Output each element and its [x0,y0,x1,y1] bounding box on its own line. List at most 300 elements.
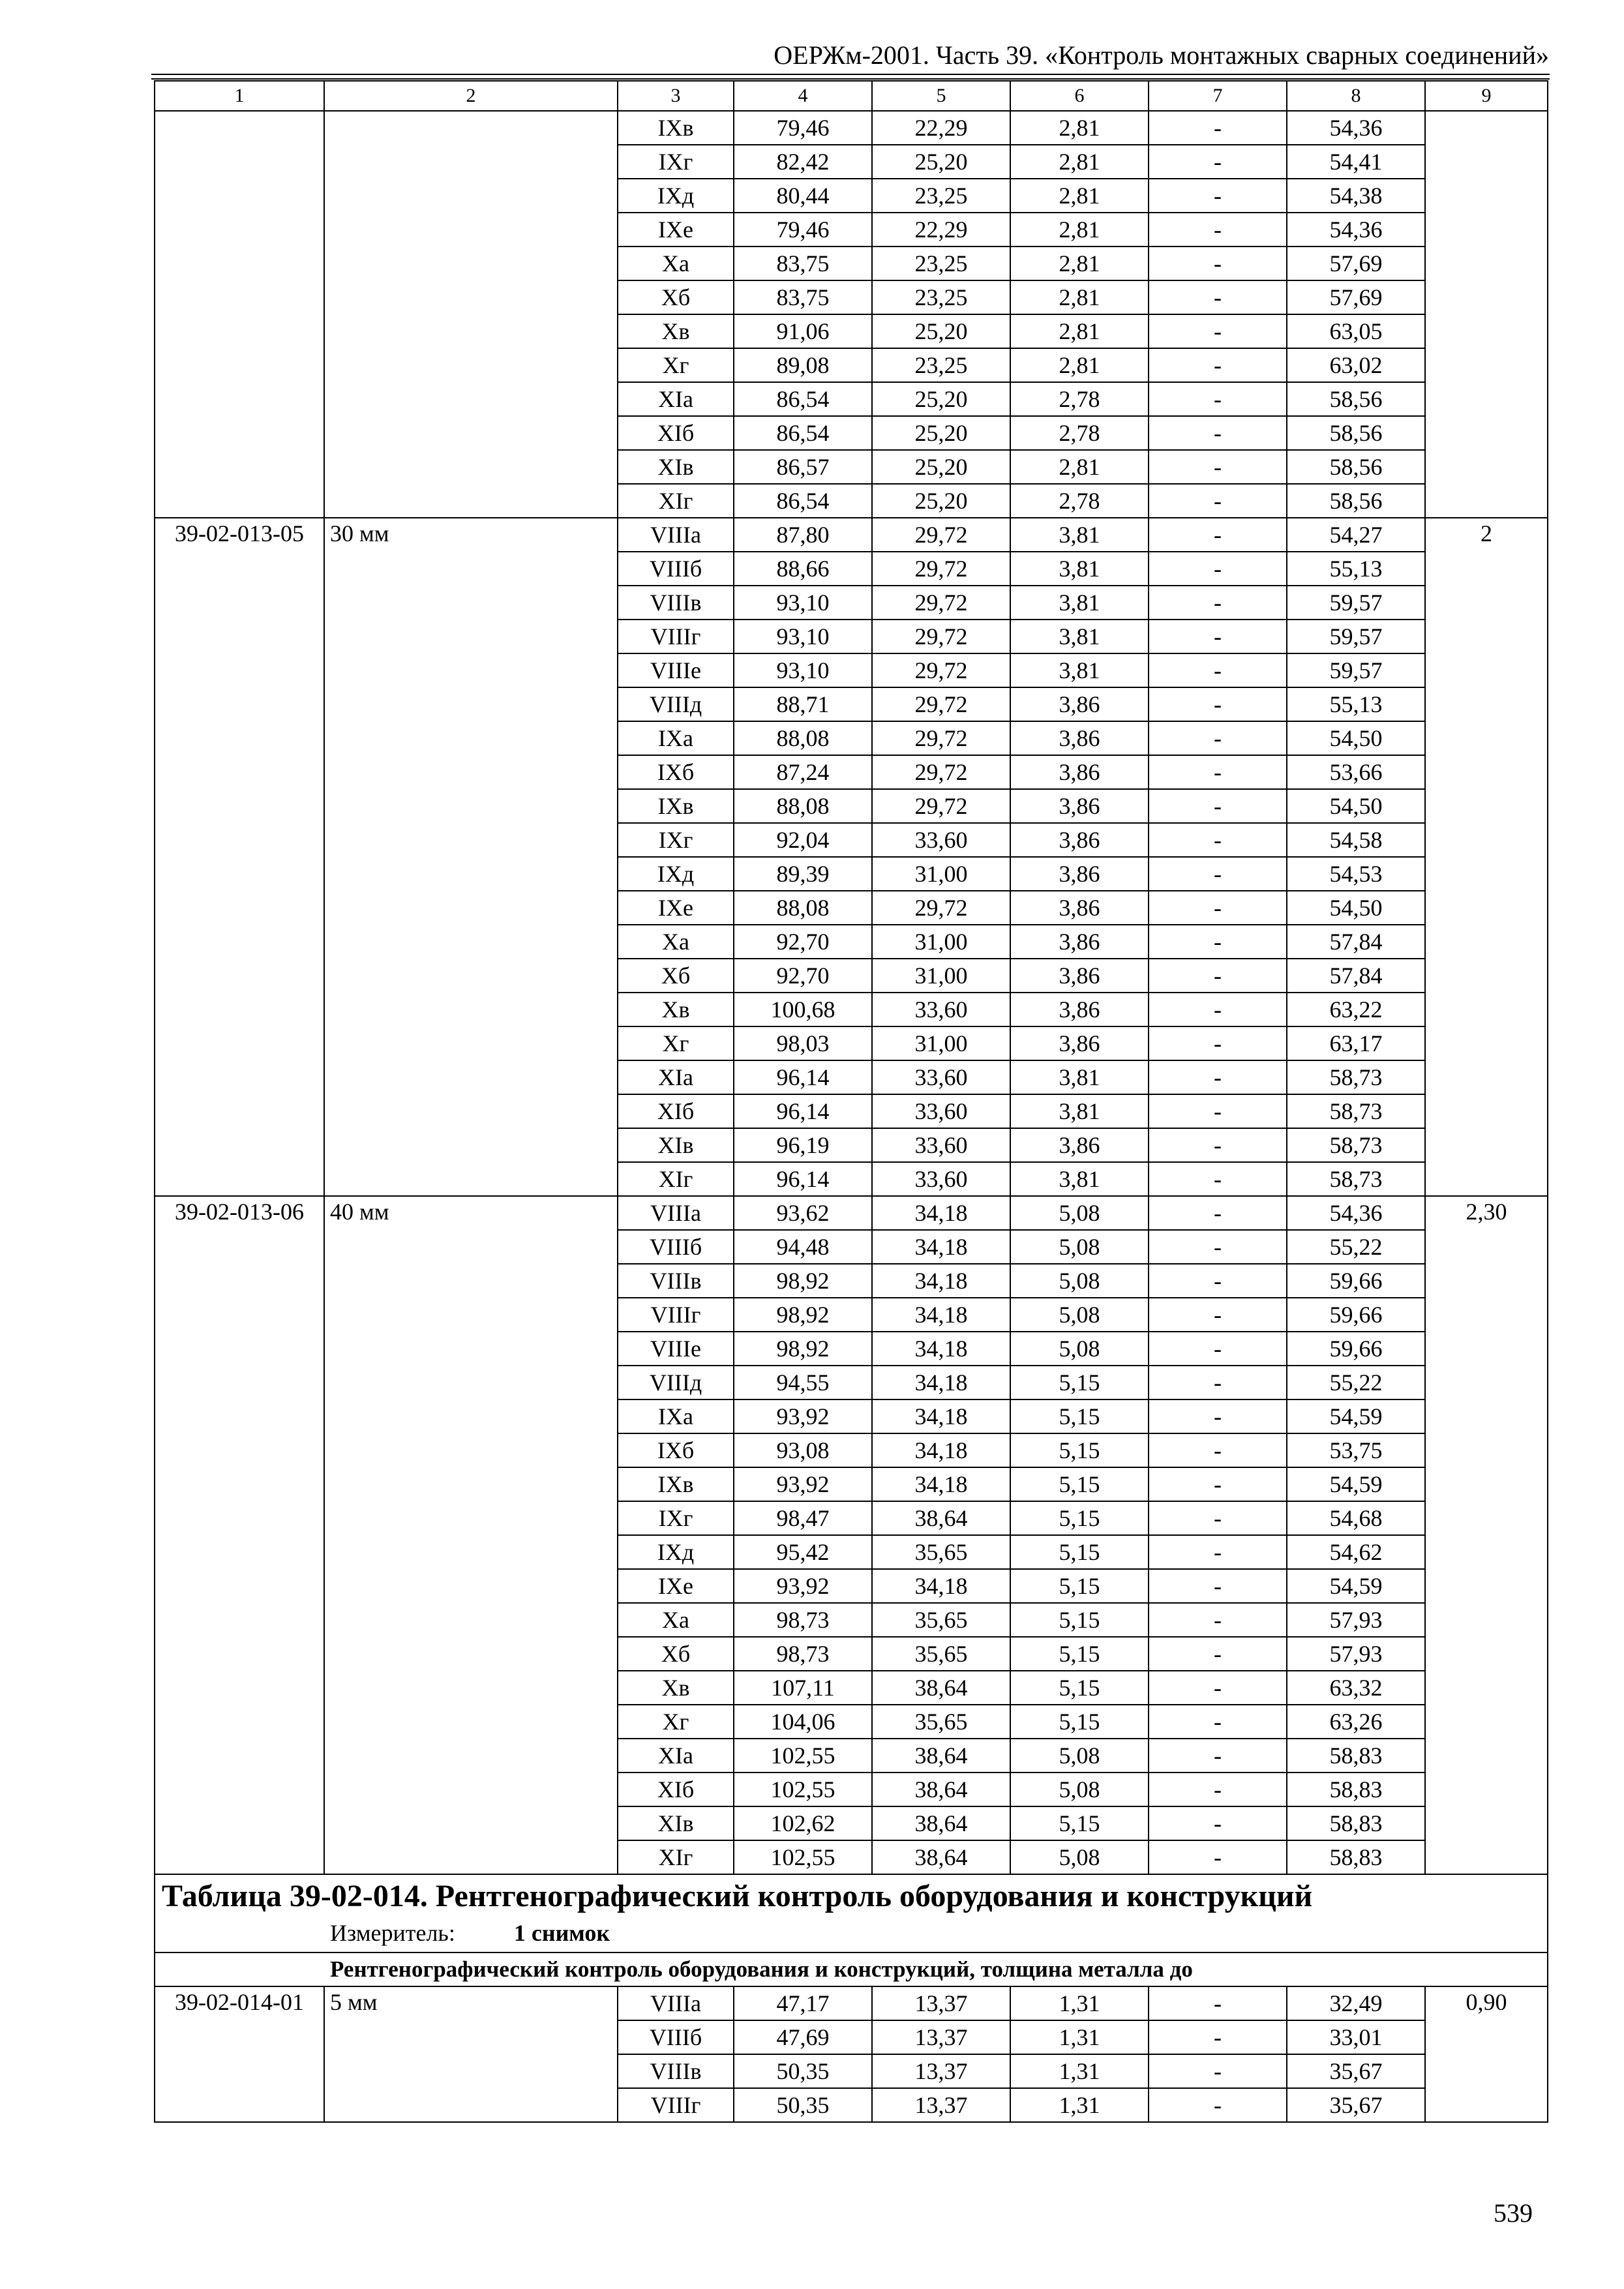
materials-cost: 63,05 [1287,314,1425,348]
driver-wages: - [1149,1637,1287,1671]
materials-cost: 59,66 [1287,1298,1425,1332]
total-cost: 98,47 [734,1501,872,1535]
wages: 34,18 [872,1467,1010,1501]
resource-code: IXб [618,755,734,789]
resource-code: VIIIг [618,2088,734,2122]
driver-wages: - [1149,755,1287,789]
machine-cost: 3,86 [1010,891,1149,925]
total-cost: 93,10 [734,653,872,687]
machine-cost: 3,86 [1010,789,1149,823]
materials-cost: 59,57 [1287,653,1425,687]
column-number: 8 [1287,81,1425,111]
materials-cost: 54,36 [1287,111,1425,145]
wages: 13,37 [872,2020,1010,2054]
resource-code: XIб [618,1773,734,1806]
machine-cost: 2,81 [1010,280,1149,314]
total-cost: 88,71 [734,687,872,721]
materials-cost: 54,59 [1287,1467,1425,1501]
machine-cost: 2,81 [1010,179,1149,213]
column-number: 4 [734,81,872,111]
resource-code: VIIIа [618,1196,734,1230]
wages: 29,72 [872,552,1010,586]
resource-code: IXв [618,1467,734,1501]
total-cost: 86,54 [734,382,872,416]
resource-code: XIв [618,1128,734,1162]
table-title: Таблица 39-02-014. Рентгенографический контроль оборудования и конструкций [162,1879,1313,1913]
driver-wages: - [1149,1128,1287,1162]
driver-wages: - [1149,1060,1287,1094]
column-number-row [155,81,1548,111]
total-cost: 47,17 [734,1986,872,2020]
wages: 29,72 [872,721,1010,755]
wages: 38,64 [872,1671,1010,1705]
resource-code: Xг [618,1705,734,1739]
resource-code: Xв [618,993,734,1026]
machine-cost: 5,15 [1010,1399,1149,1433]
driver-wages: - [1149,552,1287,586]
machine-cost: 1,31 [1010,2088,1149,2122]
total-cost: 93,10 [734,620,872,653]
driver-wages: - [1149,179,1287,213]
driver-wages: - [1149,1840,1287,1874]
materials-cost: 54,50 [1287,891,1425,925]
wages: 13,37 [872,2054,1010,2088]
machine-cost: 5,08 [1010,1739,1149,1773]
total-cost: 96,19 [734,1128,872,1162]
total-cost: 47,69 [734,2020,872,2054]
resource-code: IXе [618,1569,734,1603]
wages: 31,00 [872,857,1010,891]
resource-code: IXд [618,179,734,213]
wages: 29,72 [872,586,1010,620]
total-cost: 93,08 [734,1433,872,1467]
total-cost: 98,73 [734,1603,872,1637]
wages: 34,18 [872,1569,1010,1603]
machine-cost: 2,81 [1010,348,1149,382]
driver-wages: - [1149,1026,1287,1060]
materials-cost: 63,17 [1287,1026,1425,1060]
total-cost: 93,62 [734,1196,872,1230]
total-cost: 50,35 [734,2054,872,2088]
materials-cost: 59,57 [1287,620,1425,653]
wages: 25,20 [872,145,1010,179]
machine-cost: 5,15 [1010,1705,1149,1739]
total-cost: 87,80 [734,518,872,552]
total-cost: 86,54 [734,484,872,518]
materials-cost: 59,66 [1287,1332,1425,1366]
materials-cost: 55,22 [1287,1230,1425,1264]
machine-cost: 3,86 [1010,687,1149,721]
resource-code: Xа [618,1603,734,1637]
machine-cost: 5,08 [1010,1773,1149,1806]
driver-wages: - [1149,721,1287,755]
resource-code: VIIIб [618,2020,734,2054]
total-cost: 50,35 [734,2088,872,2122]
wages: 38,64 [872,1739,1010,1773]
driver-wages: - [1149,484,1287,518]
wages: 29,72 [872,653,1010,687]
materials-cost: 59,57 [1287,586,1425,620]
wages: 35,65 [872,1603,1010,1637]
machine-cost: 2,81 [1010,145,1149,179]
materials-cost: 58,56 [1287,450,1425,484]
materials-cost: 35,67 [1287,2054,1425,2088]
total-cost: 88,08 [734,891,872,925]
total-cost: 86,57 [734,450,872,484]
rates-table-body [155,81,1548,2122]
total-cost: 102,55 [734,1840,872,1874]
column-number: 1 [155,81,324,111]
resource-code: XIв [618,450,734,484]
total-cost: 93,92 [734,1467,872,1501]
machine-cost: 3,81 [1010,1162,1149,1196]
materials-cost: 58,83 [1287,1806,1425,1840]
measure-line [162,1918,1541,1948]
driver-wages: - [1149,1535,1287,1569]
machine-cost: 5,15 [1010,1569,1149,1603]
total-cost: 96,14 [734,1162,872,1196]
total-cost: 98,92 [734,1298,872,1332]
driver-wages: - [1149,111,1287,145]
machine-cost: 2,81 [1010,450,1149,484]
wages: 25,20 [872,484,1010,518]
total-cost: 83,75 [734,280,872,314]
total-cost: 95,42 [734,1535,872,1569]
machine-cost: 2,81 [1010,213,1149,247]
materials-cost: 55,22 [1287,1366,1425,1399]
driver-wages: - [1149,925,1287,959]
column-number: 2 [324,81,618,111]
wages: 22,29 [872,111,1010,145]
materials-cost: 54,50 [1287,789,1425,823]
wages: 29,72 [872,789,1010,823]
total-cost: 94,48 [734,1230,872,1264]
resource-code: VIIIв [618,586,734,620]
wages: 31,00 [872,959,1010,993]
resource-code: VIIIб [618,552,734,586]
total-cost: 89,08 [734,348,872,382]
resource-code: XIб [618,416,734,450]
machine-cost: 5,08 [1010,1332,1149,1366]
total-cost: 98,92 [734,1332,872,1366]
wages: 35,65 [872,1705,1010,1739]
wages: 34,18 [872,1196,1010,1230]
machine-cost: 5,15 [1010,1535,1149,1569]
total-cost: 83,75 [734,247,872,280]
total-cost: 96,14 [734,1060,872,1094]
wages: 31,00 [872,925,1010,959]
machine-cost: 2,81 [1010,247,1149,280]
machine-cost: 3,81 [1010,1060,1149,1094]
wages: 33,60 [872,993,1010,1026]
measure-label: Измеритель: [330,1920,455,1946]
resource-code: XIв [618,1806,734,1840]
machine-cost: 5,08 [1010,1196,1149,1230]
driver-wages: - [1149,891,1287,925]
driver-wages: - [1149,450,1287,484]
total-cost: 79,46 [734,111,872,145]
table-title-cell [155,1874,1548,1952]
materials-cost: 54,27 [1287,518,1425,552]
driver-wages: - [1149,857,1287,891]
materials-cost: 63,32 [1287,1671,1425,1705]
total-cost: 88,66 [734,552,872,586]
resource-code: Xб [618,1637,734,1671]
materials-cost: 55,13 [1287,687,1425,721]
driver-wages: - [1149,382,1287,416]
total-cost: 80,44 [734,179,872,213]
machine-cost: 2,81 [1010,111,1149,145]
machine-cost: 5,08 [1010,1264,1149,1298]
resource-code: XIг [618,1840,734,1874]
resource-code: IXг [618,1501,734,1535]
wages: 25,20 [872,416,1010,450]
resource-code: Xг [618,348,734,382]
header-rule [151,74,1550,75]
resource-code: XIг [618,1162,734,1196]
driver-wages: - [1149,1739,1287,1773]
driver-wages: - [1149,1569,1287,1603]
materials-cost: 54,59 [1287,1569,1425,1603]
resource-code: VIIIб [618,1230,734,1264]
total-cost: 92,70 [734,925,872,959]
machine-cost: 3,86 [1010,755,1149,789]
machine-cost: 2,78 [1010,416,1149,450]
resource-code: VIIIг [618,1298,734,1332]
driver-wages: - [1149,1162,1287,1196]
wages: 35,65 [872,1535,1010,1569]
code-cell [155,111,324,518]
materials-cost: 57,84 [1287,925,1425,959]
wages: 33,60 [872,1162,1010,1196]
metal-thickness: 30 мм [324,518,618,1196]
materials-cost: 63,22 [1287,993,1425,1026]
driver-wages: - [1149,145,1287,179]
total-cost: 89,39 [734,857,872,891]
materials-cost: 58,73 [1287,1094,1425,1128]
total-cost: 93,92 [734,1569,872,1603]
total-cost: 92,04 [734,823,872,857]
total-cost: 93,92 [734,1399,872,1433]
driver-wages: - [1149,518,1287,552]
materials-cost: 58,56 [1287,382,1425,416]
resource-code: IXв [618,111,734,145]
subheading: Рентгенографический контроль оборудования и конструкций, толщина металла до [155,1952,1548,1986]
machine-cost: 3,81 [1010,518,1149,552]
wages: 33,60 [872,1060,1010,1094]
machine-cost: 5,15 [1010,1433,1149,1467]
machine-cost: 5,15 [1010,1806,1149,1840]
materials-cost: 58,73 [1287,1128,1425,1162]
resource-code: Xв [618,314,734,348]
resource-code: VIIIг [618,620,734,653]
column-number: 3 [618,81,734,111]
wages: 23,25 [872,247,1010,280]
materials-cost: 54,53 [1287,857,1425,891]
materials-cost: 32,49 [1287,1986,1425,2020]
total-cost: 98,03 [734,1026,872,1060]
materials-cost: 54,38 [1287,179,1425,213]
wages: 13,37 [872,1986,1010,2020]
wages: 34,18 [872,1298,1010,1332]
driver-wages: - [1149,1094,1287,1128]
wages: 29,72 [872,518,1010,552]
driver-wages: - [1149,1399,1287,1433]
total-cost: 102,55 [734,1773,872,1806]
resource-code: IXа [618,721,734,755]
resource-code: VIIIе [618,653,734,687]
total-cost: 98,73 [734,1637,872,1671]
driver-wages: - [1149,2088,1287,2122]
machine-cost: 2,78 [1010,382,1149,416]
driver-wages: - [1149,247,1287,280]
total-cost: 102,62 [734,1806,872,1840]
machine-cost: 1,31 [1010,2054,1149,2088]
rates-table [154,80,1548,2123]
materials-cost: 54,59 [1287,1399,1425,1433]
materials-cost: 58,83 [1287,1773,1425,1806]
materials-cost: 54,41 [1287,145,1425,179]
materials-cost: 58,73 [1287,1060,1425,1094]
machine-cost: 5,08 [1010,1298,1149,1332]
driver-wages: - [1149,1501,1287,1535]
driver-wages: - [1149,586,1287,620]
materials-cost: 63,26 [1287,1705,1425,1739]
labor-value: 0,90 [1425,1986,1548,2122]
resource-code: IXб [618,1433,734,1467]
resource-code: VIIIд [618,687,734,721]
resource-code: XIб [618,1094,734,1128]
driver-wages: - [1149,1264,1287,1298]
machine-cost: 3,86 [1010,925,1149,959]
resource-code: IXг [618,823,734,857]
total-cost: 88,08 [734,721,872,755]
column-number: 6 [1010,81,1149,111]
table-row [155,1986,1548,2020]
labor-cell [1425,111,1548,518]
machine-cost: 5,15 [1010,1603,1149,1637]
resource-code: IXд [618,1535,734,1569]
rates-table-wrapper [154,80,1548,2123]
resource-code: IXа [618,1399,734,1433]
materials-cost: 53,75 [1287,1433,1425,1467]
machine-cost: 1,31 [1010,1986,1149,2020]
driver-wages: - [1149,993,1287,1026]
machine-cost: 5,15 [1010,1501,1149,1535]
materials-cost: 58,83 [1287,1840,1425,1874]
wages: 23,25 [872,179,1010,213]
machine-cost: 3,81 [1010,1094,1149,1128]
driver-wages: - [1149,1705,1287,1739]
total-cost: 82,42 [734,145,872,179]
driver-wages: - [1149,1433,1287,1467]
resource-code: XIа [618,1060,734,1094]
wages: 34,18 [872,1332,1010,1366]
driver-wages: - [1149,789,1287,823]
labor-value: 2 [1425,518,1548,1196]
total-cost: 87,24 [734,755,872,789]
materials-cost: 59,66 [1287,1264,1425,1298]
wages: 38,64 [872,1840,1010,1874]
machine-cost: 5,15 [1010,1671,1149,1705]
driver-wages: - [1149,280,1287,314]
materials-cost: 58,83 [1287,1739,1425,1773]
materials-cost: 35,67 [1287,2088,1425,2122]
table-row [155,111,1548,145]
labor-value: 2,30 [1425,1196,1548,1874]
driver-wages: - [1149,959,1287,993]
driver-wages: - [1149,213,1287,247]
norm-code: 39-02-013-05 [155,518,324,1196]
materials-cost: 57,93 [1287,1603,1425,1637]
driver-wages: - [1149,1986,1287,2020]
driver-wages: - [1149,1773,1287,1806]
wages: 34,18 [872,1230,1010,1264]
driver-wages: - [1149,1366,1287,1399]
resource-code: Xг [618,1026,734,1060]
resource-code: IXе [618,213,734,247]
wages: 38,64 [872,1501,1010,1535]
wages: 25,20 [872,382,1010,416]
resource-code: Xб [618,280,734,314]
resource-code: XIа [618,382,734,416]
materials-cost: 57,69 [1287,280,1425,314]
measure-value: 1 снимок [513,1920,610,1946]
subheading-row [155,1952,1548,1986]
machine-cost: 5,15 [1010,1467,1149,1501]
resource-code: IXг [618,145,734,179]
resource-code: IXв [618,789,734,823]
resource-code: VIIIд [618,1366,734,1399]
driver-wages: - [1149,1603,1287,1637]
resource-code: Xа [618,247,734,280]
wages: 23,25 [872,280,1010,314]
total-cost: 86,54 [734,416,872,450]
total-cost: 88,08 [734,789,872,823]
materials-cost: 57,69 [1287,247,1425,280]
resource-code: VIIIв [618,2054,734,2088]
materials-cost: 54,36 [1287,213,1425,247]
driver-wages: - [1149,1230,1287,1264]
wages: 33,60 [872,1128,1010,1162]
materials-cost: 58,56 [1287,416,1425,450]
total-cost: 96,14 [734,1094,872,1128]
machine-cost: 3,81 [1010,552,1149,586]
materials-cost: 54,62 [1287,1535,1425,1569]
machine-cost: 5,08 [1010,1230,1149,1264]
materials-cost: 63,02 [1287,348,1425,382]
wages: 34,18 [872,1433,1010,1467]
driver-wages: - [1149,1196,1287,1230]
machine-cost: 3,81 [1010,653,1149,687]
materials-cost: 58,73 [1287,1162,1425,1196]
wages: 33,60 [872,823,1010,857]
header-rule [151,78,1550,80]
materials-cost: 53,66 [1287,755,1425,789]
driver-wages: - [1149,687,1287,721]
wages: 38,64 [872,1806,1010,1840]
wages: 34,18 [872,1366,1010,1399]
column-number: 5 [872,81,1010,111]
driver-wages: - [1149,1671,1287,1705]
page-number: 539 [1494,2198,1533,2228]
wages: 38,64 [872,1773,1010,1806]
driver-wages: - [1149,314,1287,348]
wages: 23,25 [872,348,1010,382]
metal-thickness: 5 мм [324,1986,618,2122]
resource-code: VIIIа [618,518,734,552]
driver-wages: - [1149,2054,1287,2088]
